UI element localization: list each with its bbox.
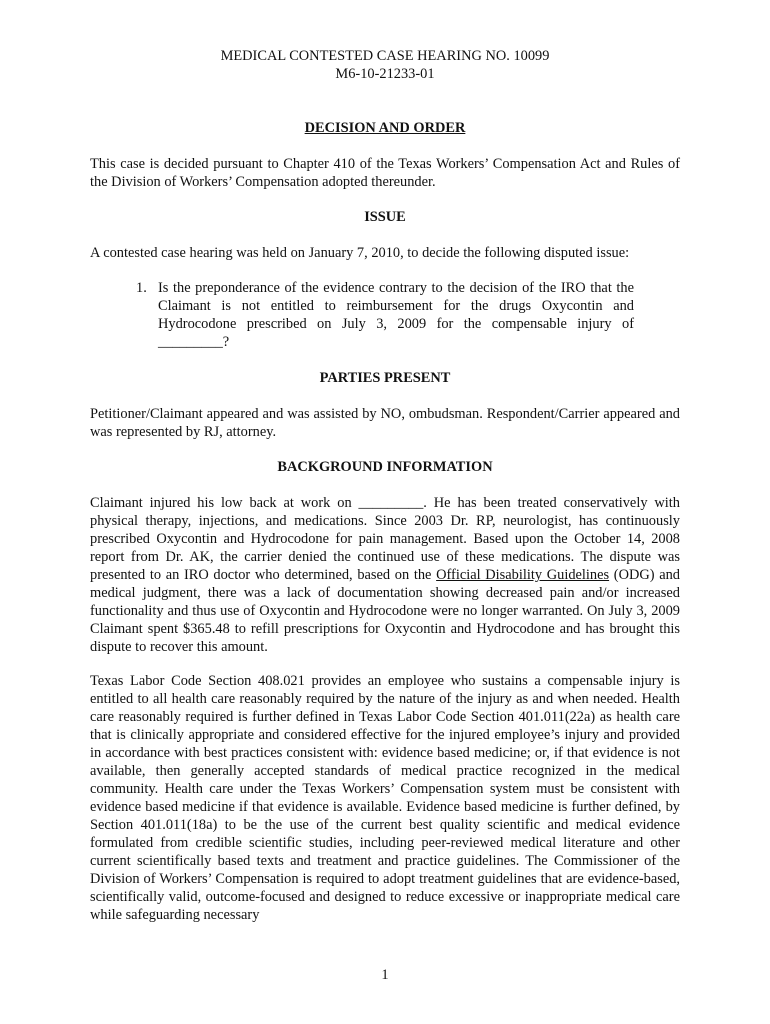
background-text-end: (ODG) and medical judgment, there was a lack of documentation showing decreased pain and/or increased functionality and thus use of Oxycontin and Hydrocodone were no longer warranted. On July 3, 2009 Claimant spent $365.48 to refill prescriptions for Oxycontin and Hydrocodone and has brought this dispute to recover this amount. bbox=[90, 567, 680, 655]
odg-reference-link: Official Disability Guidelines bbox=[436, 567, 610, 583]
document-title-text: DECISION AND ORDER bbox=[304, 120, 466, 136]
parties-paragraph: Petitioner/Claimant appeared and was assisted by NO, ombudsman. Respondent/Carrier appeared and was represented by RJ, attorney. bbox=[90, 406, 680, 440]
background-paragraph-1 bbox=[90, 494, 680, 656]
case-number-line: MEDICAL CONTESTED CASE HEARING NO. 10099 bbox=[220, 48, 550, 64]
issue-item-text: Is the preponderance of the evidence contrary to the decision of the IRO that the Claimant is not entitled to reimbursement for the drugs Oxycontin and Hydrocodone prescribed on July 3, 2009 for the compensable injury of _________? bbox=[158, 280, 634, 350]
issue-heading: ISSUE bbox=[364, 209, 406, 225]
parties-heading: PARTIES PRESENT bbox=[319, 370, 451, 386]
background-heading: BACKGROUND INFORMATION bbox=[277, 459, 493, 475]
issue-paragraph: A contested case hearing was held on January 7, 2010, to decide the following disputed issue: bbox=[90, 245, 630, 261]
intro-paragraph: This case is decided pursuant to Chapter 410 of the Texas Workers’ Compensation Act and Rules of the Division of Workers’ Compensation adopted thereunder. bbox=[90, 156, 680, 190]
issue-item-number: 1. bbox=[136, 280, 147, 296]
document-title bbox=[0, 119, 770, 137]
background-paragraph-2: Texas Labor Code Section 408.021 provides an employee who sustains a compensable injury is entitled to all health care reasonably required by the nature of the injury as and when needed. Health care reasonably required is further defined in Texas Labor Code Section 401.011(22a) as health care that is clinically appropriate and considered effective for the injured employee’s injury and provided in accordance with best practices consistent with: evidence based medicine; or, if that evidence is not available, then generally accepted standards of medical practice recognized in the medical community. Health care under the Texas Workers’ Compensation system must be consistent with evidence based medicine if that evidence is available. Evidence based medicine is further defined, by Section 401.011(18a) to be the use of the current best quality scientific and medical evidence formulated from credible scientific studies, including peer-reviewed medical literature and other current scientifically based texts and treatment and practice guidelines. The Commissioner of the Division of Workers’ Compensation is required to adopt treatment guidelines that are evidence-based, scientifically valid, outcome-focused and designed to reduce excessive or inappropriate medical care while safeguarding necessary bbox=[90, 673, 680, 923]
background-text-start: Claimant injured his low back at work on _________. He has been treated conservatively with physical therapy, injections, and medications. Since 2003 Dr. RP, neurologist, has continuously prescribed Oxycontin and Hydrocodone for pain management. Based upon the October 14, 2008 report from Dr. AK, the carrier denied the continued use of these medications. The dispute was presented to an IRO doctor who determined, based on the bbox=[90, 495, 680, 583]
docket-number-line: M6-10-21233-01 bbox=[335, 66, 435, 82]
page-number: 1 bbox=[381, 967, 389, 983]
issue-list-item bbox=[136, 279, 634, 351]
